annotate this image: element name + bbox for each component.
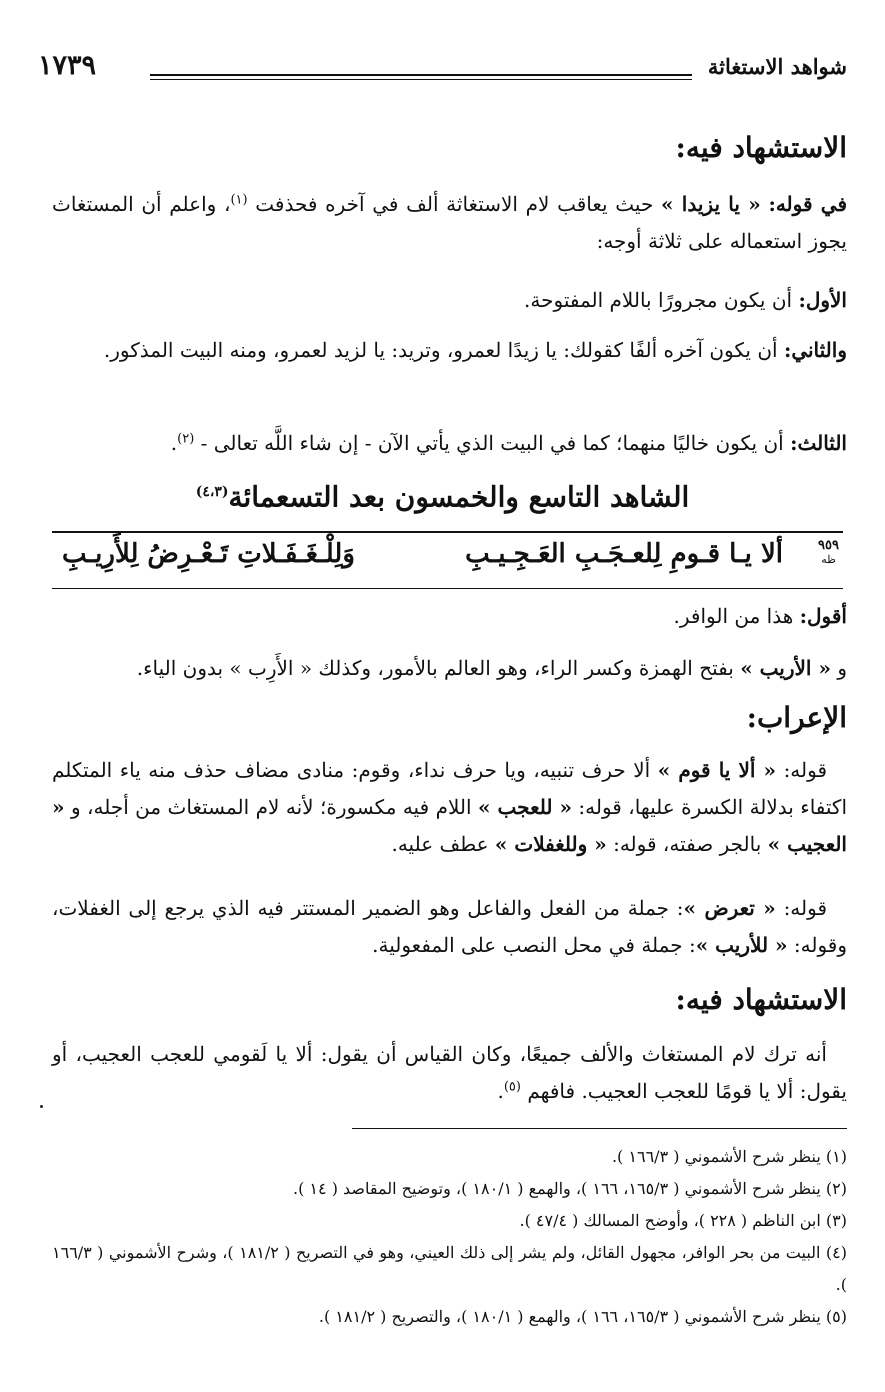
option-label: الأول:	[798, 288, 847, 312]
text: اللام فيه مكسورة؛ لأنه لام المستغاث من أجله، و	[70, 795, 472, 819]
verse-number-value: ٩٥٩	[818, 538, 839, 553]
commentary-1-text	[52, 598, 847, 635]
lead-label: في قوله:	[768, 192, 848, 216]
text: أنه ترك لام المستغاث والألف جميعًا، وكان القياس أن يقول: ألا يا لَقومي للعجب العجيب، أو يقول: ألا يا قومًا للعجب العجيب. فافهم	[52, 1042, 847, 1103]
irab-paragraph-2	[52, 890, 847, 964]
text: هذا من الوافر.	[673, 604, 794, 628]
footnote-3: (٣) ابن الناظم ( ٢٢٨ )، وأوضح المسالك ( ٤٧/٤ ).	[519, 1211, 847, 1230]
commentary-2-text	[52, 650, 847, 687]
text: بدون الياء.	[136, 656, 224, 680]
section-heading-1: الاستشهاد فيه:	[675, 131, 847, 164]
irab-paragraph-1	[52, 752, 847, 863]
verse-ref: ظه	[821, 553, 836, 566]
option-1-text	[52, 282, 847, 319]
footnote-2: (٢) ينظر شرح الأشموني ( ١٦٥/٣، ١٦٦ )، والهمع ( ١٨٠/١ )، وتوضيح المقاصد ( ١٤ ).	[293, 1179, 847, 1198]
section3-paragraph	[52, 1036, 847, 1110]
option-3	[52, 425, 847, 462]
option-label: والثاني:	[783, 338, 847, 362]
option-1	[52, 282, 847, 319]
section-heading-3: الاستشهاد فيه:	[675, 983, 847, 1016]
text: حيث يعاقب لام الاستغاثة ألف في آخره فحذفت	[255, 192, 654, 216]
quote: « ألا يا قوم »	[657, 758, 777, 782]
quote: « وللغفلات »	[494, 832, 607, 856]
text: ألا حرف تنبيه، ويا حرف نداء، وقوم: منادى مضاف حذف منه ياء المتكلم اكتفاء بدلالة الكسرة عليها، قوله:	[52, 758, 848, 819]
page-header	[38, 50, 847, 96]
footnote-ref[interactable]: (١)	[230, 192, 248, 208]
quote: « تعرض »	[683, 896, 776, 920]
option-label: الثالث:	[790, 431, 847, 455]
text: : جملة في محل النصب على المفعولية.	[372, 933, 696, 957]
commentary-1	[52, 598, 847, 635]
label: أقول:	[799, 604, 847, 628]
option-2	[52, 332, 847, 369]
footnote-5: (٥) ينظر شرح الأشموني ( ١٦٥/٣، ١٦٦ )، والهمع ( ١٨٠/١ )، والتصريح ( ١٨١/٢ ).	[318, 1307, 847, 1326]
lead-label: قوله:	[783, 758, 828, 782]
quote: « يا يزيدا »	[661, 192, 761, 216]
text: بالجر صفته، قوله:	[613, 832, 762, 856]
section-heading-irab: الإعراب:	[746, 701, 847, 734]
text: : جملة من الفعل والفاعل وهو الضمير المستتر فيه الذي يرجع إلى الغفلات، وقوله:	[52, 896, 847, 957]
option-body: أن يكون مجرورًا باللام المفتوحة.	[524, 288, 793, 312]
footnote-separator	[352, 1128, 847, 1129]
footnote-ref[interactable]: (٤،٣)	[195, 484, 229, 500]
irab-paragraph-1-text	[52, 752, 847, 863]
quote: « الأريب »	[740, 656, 831, 680]
verse-box	[52, 531, 843, 587]
option-2-text	[52, 332, 847, 369]
verse-number	[818, 539, 839, 567]
lead-label: قوله:	[783, 896, 828, 920]
hemistich-first: ألا يـا قـومِ لِلعـجَـبِ العَـجِـيـبِ	[465, 539, 783, 569]
text: ، واعلم أن المستغاث يجوز استعماله على ثلاثة أوجه:	[52, 192, 847, 253]
quote: « العجيب »	[52, 795, 847, 856]
quote: « للأريب »	[695, 933, 788, 957]
paragraph-intro	[52, 186, 847, 260]
irab-paragraph-2-text	[52, 890, 847, 964]
footnote-ref[interactable]: (٥)	[503, 1079, 521, 1095]
quote: « للعجب »	[478, 795, 572, 819]
witness-title-text: الشاهد التاسع والخمسون بعد التسعمائة	[228, 480, 690, 514]
punctuation: .	[497, 1079, 504, 1103]
footnote-ref[interactable]: (٢)	[177, 431, 195, 447]
hemistich-second: وَلِلْـغَـفَـلاتِ تَـعْـرِضُ لِلأَرِيـبِ	[62, 539, 355, 569]
footnotes	[52, 1141, 847, 1333]
section3-paragraph-text	[52, 1036, 847, 1110]
witness-title	[38, 470, 847, 519]
quote: « الأَرِب »	[229, 656, 313, 680]
page-number: ١٧٣٩	[38, 50, 97, 81]
text: بفتح الهمزة وكسر الراء، وهو العالم بالأمور، وكذلك	[318, 656, 734, 680]
commentary-2	[52, 650, 847, 687]
section1-paragraph	[52, 186, 847, 260]
text: عطف عليه.	[391, 832, 489, 856]
text: و	[837, 656, 847, 680]
stray-mark	[40, 1105, 43, 1108]
punctuation: .	[170, 431, 178, 455]
option-3-text	[52, 425, 847, 462]
running-title: شواهد الاستغاثة	[707, 54, 847, 79]
footnote-4: (٤) البيت من بحر الوافر، مجهول القائل، ولم يشر إلى ذلك العيني، وهو في التصريح ( ١٨١/٢ )، وشرح الأشموني ( ١٦٦/٣ ).	[52, 1243, 848, 1294]
option-body: أن يكون خاليًا منهما؛ كما في البيت الذي يأتي الآن - إن شاء اللَّه تعالى -	[200, 431, 784, 455]
option-body: أن يكون آخره ألفًا كقولك: يا زيدًا لعمرو، وتريد: يا لزيد لعمرو، ومنه البيت المذكور.	[103, 338, 778, 362]
verse-rule	[52, 588, 843, 589]
footnote-1: (١) ينظر شرح الأشموني ( ١٦٦/٣ ).	[611, 1147, 847, 1166]
header-rule	[150, 74, 692, 80]
